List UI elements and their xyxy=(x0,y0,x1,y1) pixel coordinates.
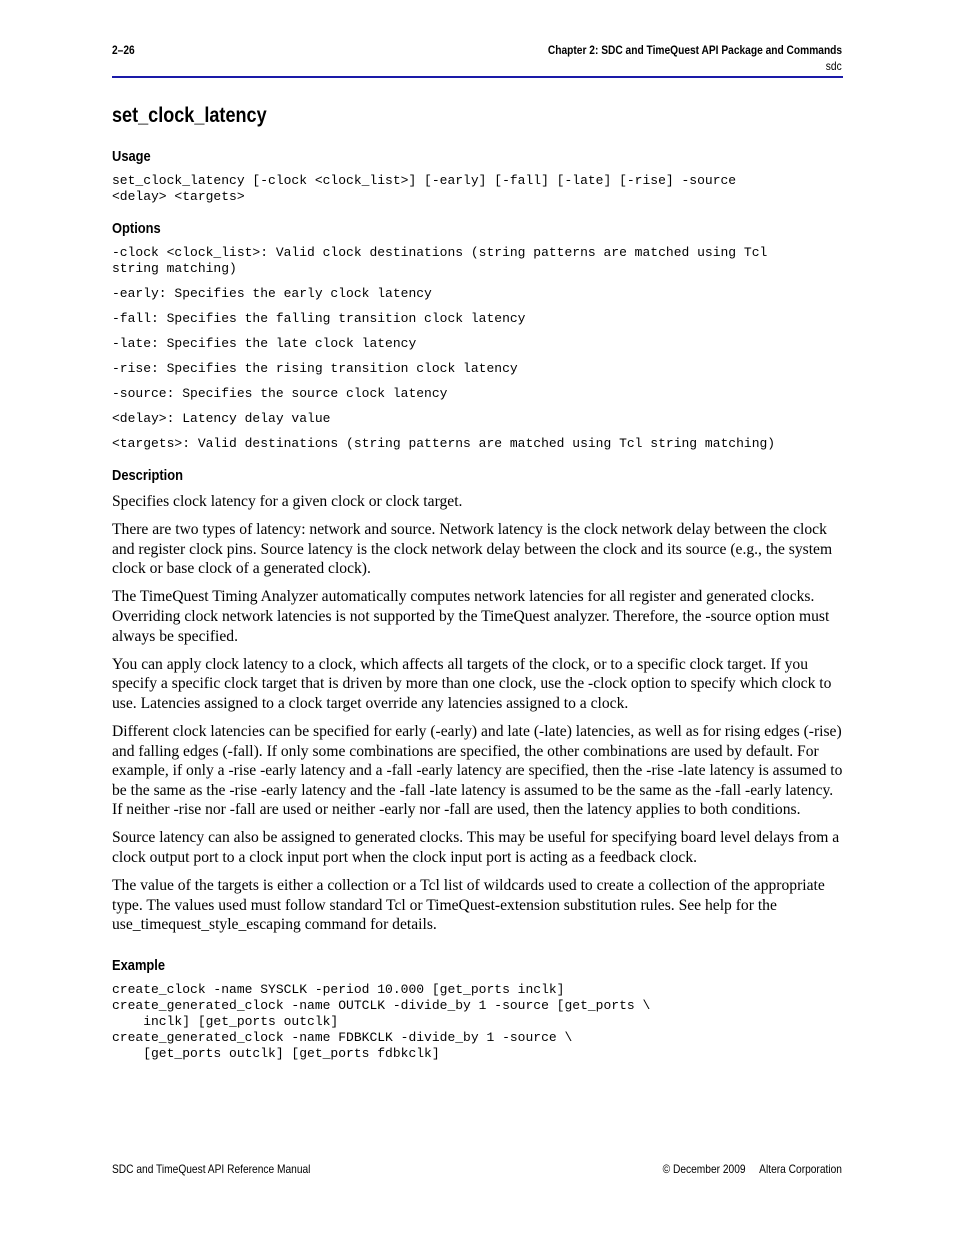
description-paragraph: You can apply clock latency to a clock, which affects all targets of the clock, or to a specific clock target. If you specify a specific clock target that is driven by more than one clock, use the -clock option to specify which clock to use. Latencies assigned to a clock target override any latencies assigned to a clock. xyxy=(112,655,832,712)
example-heading: Example xyxy=(112,956,166,974)
usage-heading: Usage xyxy=(112,148,151,165)
option-early: -early: Specifies the early clock latency xyxy=(112,286,432,301)
option-rise: -rise: Specifies the rising transition clock latency xyxy=(112,361,518,376)
option-source: -source: Specifies the source clock latency xyxy=(112,386,448,401)
page-number: 2–26 xyxy=(112,43,135,57)
description-paragraph: The TimeQuest Timing Analyzer automatically computes network latencies for all register and generated clocks. Overriding clock network latencies is not supported by the TimeQuest analyzer. Therefore, the -source option must always be specified. xyxy=(112,588,830,645)
header-rule xyxy=(112,76,843,78)
description-heading: Description xyxy=(112,467,183,484)
command-title: set_clock_latency xyxy=(112,104,267,127)
footer-date: © December 2009 xyxy=(662,1162,746,1176)
description-paragraph: Specifies clock latency for a given clock or clock target. xyxy=(112,493,463,510)
description-paragraph: Different clock latencies can be specified for early (-early) and late (-late) latencies, as well as for rising edges (-rise) and falling edges (-fall). If only some combinations are specified, the other combinations are used by default. For example, if only a -rise -early latency and a -fall -early latency are specified, then the -rise -late latency is assumed to be the same as the -rise -early latency and the -fall -late latency is assumed to be the same as the -fall -early latency. If neither -rise nor -fall are used or neither -early nor -fall are used, then the latency applies to both conditions. xyxy=(112,722,843,819)
usage-code: set_clock_latency [-clock <clock_list>] [-early] [-fall] [-late] [-rise] -source <delay> <targets> xyxy=(112,173,737,204)
footer-copyright xyxy=(663,1162,842,1176)
footer-manual-title: SDC and TimeQuest API Reference Manual xyxy=(112,1162,311,1176)
option-delay: <delay>: Latency delay value xyxy=(112,411,331,426)
description-paragraph: There are two types of latency: network and source. Network latency is the clock network delay between the clock and register clock pins. Source latency is the clock network delay between the clock and its source (e.g., the system clock or base clock of a generated clock). xyxy=(112,521,833,578)
chapter-title: Chapter 2: SDC and TimeQuest API Package and Commands xyxy=(547,43,842,57)
option-late: -late: Specifies the late clock latency xyxy=(112,336,417,351)
description-paragraph: Source latency can also be assigned to generated clocks. This may be useful for specifying board level delays from a clock output port to a clock input port when the clock input port is acting as a feedback clock. xyxy=(112,829,840,866)
section-name: sdc xyxy=(826,59,842,73)
description-paragraph: The value of the targets is either a collection or a Tcl list of wildcards used to create a collection of the appropriate type. The values used must follow standard Tcl or TimeQuest-extension substitution rules. See help for the use_timequest_style_escaping command for details. xyxy=(112,877,825,934)
options-heading: Options xyxy=(112,220,161,237)
example-code: create_clock -name SYSCLK -period 10.000 [get_ports inclk] create_generated_clock -name OUTCLK -divide_by 1 -source [get_ports \ inclk] [get_ports outclk] create_generated_clock -name FDBKCLK -divide_by 1 -source \ [get_ports outclk] [get_ports fdbkclk] xyxy=(112,981,651,1061)
option-targets: <targets>: Valid destinations (string patterns are matched using Tcl string matching) xyxy=(112,436,776,451)
option-clock: -clock <clock_list>: Valid clock destinations (string patterns are matched using Tcl string matching) xyxy=(112,245,768,276)
page-body xyxy=(112,104,847,1062)
option-fall: -fall: Specifies the falling transition clock latency xyxy=(112,311,526,326)
footer-company: Altera Corporation xyxy=(759,1162,842,1176)
